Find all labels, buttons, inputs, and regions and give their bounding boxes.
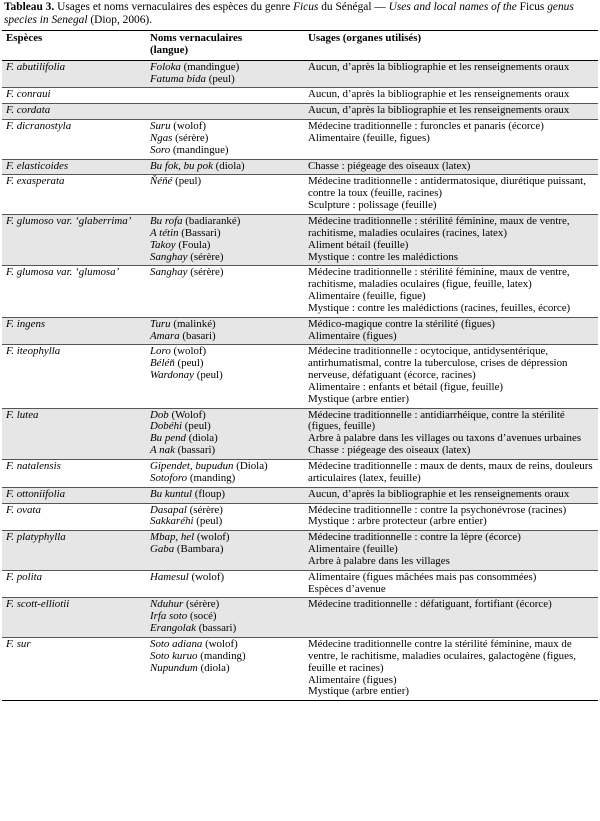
species-cell: F. lutea [2, 408, 146, 459]
uses-cell [304, 60, 598, 88]
table-row [2, 531, 598, 571]
vernacular-name: Bu kuntul [150, 487, 193, 500]
table-row [2, 60, 598, 88]
vernacular-name-entry [150, 145, 300, 157]
vernacular-names-cell [146, 637, 304, 700]
language-label: (malinké) [170, 317, 216, 330]
use-entry: Médecine traditionnelle : stérilité féminine, maux de ventre, rachitisme, maladies oculaires (figue, feuille, latex) [308, 266, 570, 291]
vernacular-name: Wardonay [150, 369, 194, 382]
caption-genus-en: Ficus [519, 1, 545, 13]
vernacular-name-entry [150, 74, 300, 86]
language-label: (diola) [186, 432, 218, 445]
vernacular-names-cell [146, 175, 304, 215]
vernacular-names-cell [146, 598, 304, 638]
vernacular-names-cell [146, 570, 304, 598]
language-label: (diola) [197, 661, 230, 674]
language-label: (manding) [187, 471, 236, 484]
species-cell: F. platyphylla [2, 531, 146, 571]
language-label: (socé) [187, 610, 217, 623]
use-entry: Médecine traditionnelle : contre la lèpre (écorce) [308, 531, 521, 544]
table-caption [2, 1, 598, 27]
header-names-line-2: (langue) [150, 43, 189, 56]
vernacular-name: Sanghay [150, 250, 188, 263]
language-label: (wolof) [202, 637, 238, 650]
vernacular-name-entry [150, 252, 300, 264]
table-body [2, 60, 598, 701]
species-cell: F. ovata [2, 503, 146, 531]
table-row [2, 503, 598, 531]
use-entry: Aliment bétail (feuille) [308, 238, 409, 251]
use-entry: Alimentaire (feuille, figue) [308, 290, 426, 303]
language-label: (Diola) [233, 460, 268, 472]
header-species: Espèces [2, 31, 146, 61]
vernacular-name-entry [150, 161, 300, 173]
use-entry: Médecine traditionnelle : maux de dents, maux de reins, douleurs articulaires (latex, feuille) [308, 460, 593, 484]
vernacular-names-cell [146, 531, 304, 571]
use-entry: Médecine traditionnelle : stérilité féminine, maux de ventre, rachitisme, maladies oculaires (racines, latex) [308, 214, 570, 239]
uses-cell [304, 214, 598, 265]
vernacular-names-cell [146, 159, 304, 175]
table-row [2, 104, 598, 120]
vernacular-names-cell [146, 88, 304, 104]
language-label: (Bassari) [178, 226, 221, 239]
language-label: (floup) [192, 487, 226, 500]
language-label: (mandingue) [180, 60, 240, 73]
language-label: (wolof) [170, 345, 207, 358]
vernacular-name: Sakkaréhi [150, 515, 194, 528]
table-row [2, 214, 598, 265]
vernacular-name: Sanghay [150, 266, 188, 279]
vernacular-name: Dobéhi [150, 420, 183, 433]
vernacular-name: Erangolak [150, 622, 196, 635]
table-row [2, 159, 598, 175]
uses-cell [304, 598, 598, 638]
uses-cell [304, 266, 598, 317]
caption-label: Tableau 3. [4, 1, 55, 13]
caption-citation: (Diop, 2006). [90, 14, 153, 26]
caption-text-fr-2: du Sénégal — [321, 1, 386, 13]
language-label: (peul) [193, 515, 223, 528]
table-row [2, 637, 598, 700]
vernacular-name: Loro [150, 345, 171, 358]
vernacular-name-entry [150, 267, 300, 279]
use-entry: Aucun, d’après la bibliographie et les renseignements oraux [308, 487, 570, 500]
vernacular-name-entry [150, 331, 300, 343]
uses-cell [304, 88, 598, 104]
vernacular-names-cell [146, 503, 304, 531]
language-label: (sérère) [183, 598, 220, 611]
uses-cell [304, 120, 598, 160]
table-row [2, 88, 598, 104]
uses-cell [304, 487, 598, 503]
uses-cell [304, 460, 598, 488]
table-row [2, 345, 598, 408]
vernacular-name: Gipendet, bupudun [150, 460, 234, 472]
vernacular-name-entry [150, 623, 300, 635]
uses-cell [304, 503, 598, 531]
use-entry: Médico-magique contre la stérilité (figues) [308, 317, 495, 330]
vernacular-name-entry [150, 572, 300, 584]
vernacular-names-cell [146, 460, 304, 488]
vernacular-names-cell [146, 266, 304, 317]
header-names-line-1: Noms vernaculaires [150, 32, 243, 44]
species-cell: F. ottoniifolia [2, 487, 146, 503]
use-entry: Mystique : contre les malédictions (racines, feuilles, écorce) [308, 301, 571, 314]
use-entry: Arbre à palabre dans les villages ou taxons d’avenues urbaines [308, 432, 582, 445]
vernacular-names-cell [146, 317, 304, 345]
vernacular-name: Ňéňé [150, 175, 173, 188]
use-entry: Mystique (arbre entier) [308, 685, 409, 698]
use-entry: Sculpture : polissage (feuille) [308, 199, 437, 212]
caption-text-fr-1: Usages et noms vernaculaires des espèces du genre [57, 1, 291, 13]
language-label: (sérère) [187, 266, 224, 279]
use-entry: Mystique (arbre entier) [308, 392, 409, 405]
vernacular-name: A nak [150, 444, 175, 457]
use-entry: Médecine traditionnelle contre la stérilité féminine, maux de ventre, le rachitisme, maladies oculaires, galactogène (figues, feuille et racines) [308, 637, 576, 674]
vernacular-name: Irfa soto [150, 610, 188, 623]
language-label: (peul) [174, 357, 204, 370]
vernacular-name-entry [150, 663, 300, 675]
language-label: (peul) [172, 175, 202, 188]
language-label: (manding) [197, 649, 246, 662]
vernacular-names-cell [146, 104, 304, 120]
table-row [2, 120, 598, 160]
uses-cell [304, 317, 598, 345]
language-label: (peul) [182, 420, 211, 433]
table-row [2, 175, 598, 215]
vernacular-name: Nupundum [150, 661, 198, 674]
language-label: (bassari) [195, 622, 237, 635]
species-cell: F. ingens [2, 317, 146, 345]
language-label: (sérère) [187, 250, 224, 263]
header-uses: Usages (organes utilisés) [304, 31, 598, 61]
vernacular-name: Foloka [150, 60, 181, 73]
use-entry: Alimentaire (figues) [308, 673, 397, 686]
table-row [2, 317, 598, 345]
language-label: (peul) [205, 72, 235, 85]
ficus-uses-table [2, 30, 598, 701]
table-row [2, 487, 598, 503]
uses-cell [304, 104, 598, 120]
vernacular-name: Sotoforo [150, 471, 188, 484]
species-cell: F. iteophylla [2, 345, 146, 408]
uses-cell [304, 570, 598, 598]
use-entry: Alimentaire (figues mâchées mais pas consommées) [308, 570, 537, 583]
vernacular-name: Bu fok, bu pok [150, 159, 213, 172]
caption-text-en-2: genus species in Senegal [4, 1, 574, 26]
use-entry: Aucun, d’après la bibliographie et les renseignements oraux [308, 88, 570, 101]
use-entry: Alimentaire (feuille) [308, 543, 398, 556]
species-cell: F. glumosa var. ‘glumosa’ [2, 266, 146, 317]
table-row [2, 460, 598, 488]
table-row [2, 266, 598, 317]
species-cell: F. elasticoides [2, 159, 146, 175]
language-label: (mandingue) [170, 143, 229, 156]
vernacular-name: Takoy [150, 238, 176, 251]
vernacular-name-entry [150, 176, 300, 188]
uses-cell [304, 408, 598, 459]
language-label: (diola) [212, 159, 245, 172]
use-entry: Mystique : contre les malédictions [308, 250, 459, 263]
use-entry: Arbre à palabre dans les villages [308, 554, 450, 567]
vernacular-name: Hamesul [150, 570, 189, 583]
vernacular-names-cell [146, 214, 304, 265]
vernacular-name: Bélén̆ [150, 357, 175, 370]
use-entry: Mystique : arbre protecteur (arbre entier) [308, 515, 487, 528]
species-cell: F. glumoso var. ‘glaberrima’ [2, 214, 146, 265]
language-label: (basari) [179, 329, 216, 342]
use-entry: Chasse : piégeage des oiseaux (latex) [308, 159, 471, 172]
vernacular-name: Mbap, hel [150, 531, 195, 544]
vernacular-names-cell [146, 345, 304, 408]
use-entry: Médecine traditionnelle : défatiguant, fortifiant (écorce) [308, 598, 552, 611]
language-label: (wolof) [170, 120, 206, 133]
use-entry: Alimentaire (feuille, figues) [308, 131, 430, 144]
vernacular-name-entry [150, 445, 300, 457]
species-cell: F. cordata [2, 104, 146, 120]
header-vernacular-names [146, 31, 304, 61]
use-entry: Aucun, d’après la bibliographie et les renseignements oraux [308, 60, 570, 73]
species-cell: F. conraui [2, 88, 146, 104]
table-header-row [2, 31, 598, 61]
vernacular-name: Bu rofa [150, 214, 183, 227]
use-entry: Espèces d’avenue [308, 582, 386, 595]
vernacular-name: Dasapal [150, 503, 187, 516]
language-label: (sérère) [186, 503, 223, 516]
caption-text-en-1: Uses and local names of the [388, 1, 517, 13]
vernacular-names-cell [146, 60, 304, 88]
language-label: (bassari) [174, 444, 216, 457]
use-entry: Chasse : piégeage des oiseaux (latex) [308, 444, 471, 457]
vernacular-name: Turu [150, 317, 171, 330]
uses-cell [304, 637, 598, 700]
language-label: (Wolof) [168, 408, 206, 421]
vernacular-names-cell [146, 487, 304, 503]
language-label: (Foula) [175, 238, 211, 251]
species-cell: F. polita [2, 570, 146, 598]
species-cell: F. exasperata [2, 175, 146, 215]
language-label: (sérère) [172, 131, 209, 144]
table-row [2, 598, 598, 638]
vernacular-name-entry [150, 370, 300, 382]
language-label: (badiaranké) [182, 214, 241, 227]
caption-genus-fr: Ficus [293, 1, 319, 13]
use-entry: Médecine traditionnelle : contre la psychonévrose (racines) [308, 503, 567, 516]
use-entry: Médecine traditionnelle : ocytocique, antidysentérique, antirhumatismal, contre la tuberculose, crises de dépression nerveuse, défatiguant (écorce, racines) [308, 345, 568, 382]
vernacular-name-entry [150, 544, 300, 556]
vernacular-name-entry [150, 489, 300, 501]
vernacular-name: Dob [150, 408, 169, 421]
species-cell: F. natalensis [2, 460, 146, 488]
vernacular-name-entry [150, 516, 300, 528]
vernacular-names-cell [146, 408, 304, 459]
uses-cell [304, 531, 598, 571]
uses-cell [304, 345, 598, 408]
species-cell: F. abutilifolia [2, 60, 146, 88]
vernacular-name-entry [150, 473, 300, 485]
uses-cell [304, 159, 598, 175]
species-cell: F. sur [2, 637, 146, 700]
use-entry: Aucun, d’après la bibliographie et les renseignements oraux [308, 104, 570, 117]
table-row [2, 570, 598, 598]
use-entry: Alimentaire : enfants et bétail (figue, feuille) [308, 380, 504, 393]
language-label: (wolof) [194, 531, 230, 544]
vernacular-name: A tétin [150, 226, 179, 239]
vernacular-name: Fatuma bida [150, 72, 206, 85]
language-label: (wolof) [188, 570, 225, 583]
species-cell: F. dicranostyla [2, 120, 146, 160]
vernacular-name: Amara [150, 329, 180, 342]
vernacular-name: Nduhur [150, 598, 184, 611]
vernacular-name: Bu pend [150, 432, 186, 445]
vernacular-names-cell [146, 120, 304, 160]
uses-cell [304, 175, 598, 215]
vernacular-name: Ngas [150, 131, 173, 144]
vernacular-name: Gaba [150, 543, 175, 556]
table-row [2, 408, 598, 459]
use-entry: Médecine traditionnelle : antidiarrhéique, contre la stérilité (figues, feuille) [308, 408, 565, 433]
use-entry: Médecine traditionnelle : antidermatosique, diurétique puissant, contre la toux (feuille, racines) [308, 175, 586, 200]
vernacular-name: Soto adiana [150, 637, 203, 650]
vernacular-name: Soto kuruo [150, 649, 198, 662]
species-cell: F. scott-elliotii [2, 598, 146, 638]
use-entry: Alimentaire (figues) [308, 329, 397, 342]
language-label: (Bambara) [174, 543, 224, 556]
use-entry: Médecine traditionnelle : furoncles et panaris (écorce) [308, 120, 544, 133]
language-label: (peul) [193, 369, 223, 382]
vernacular-name: Soro [150, 143, 171, 156]
vernacular-name: Suru [150, 120, 171, 133]
